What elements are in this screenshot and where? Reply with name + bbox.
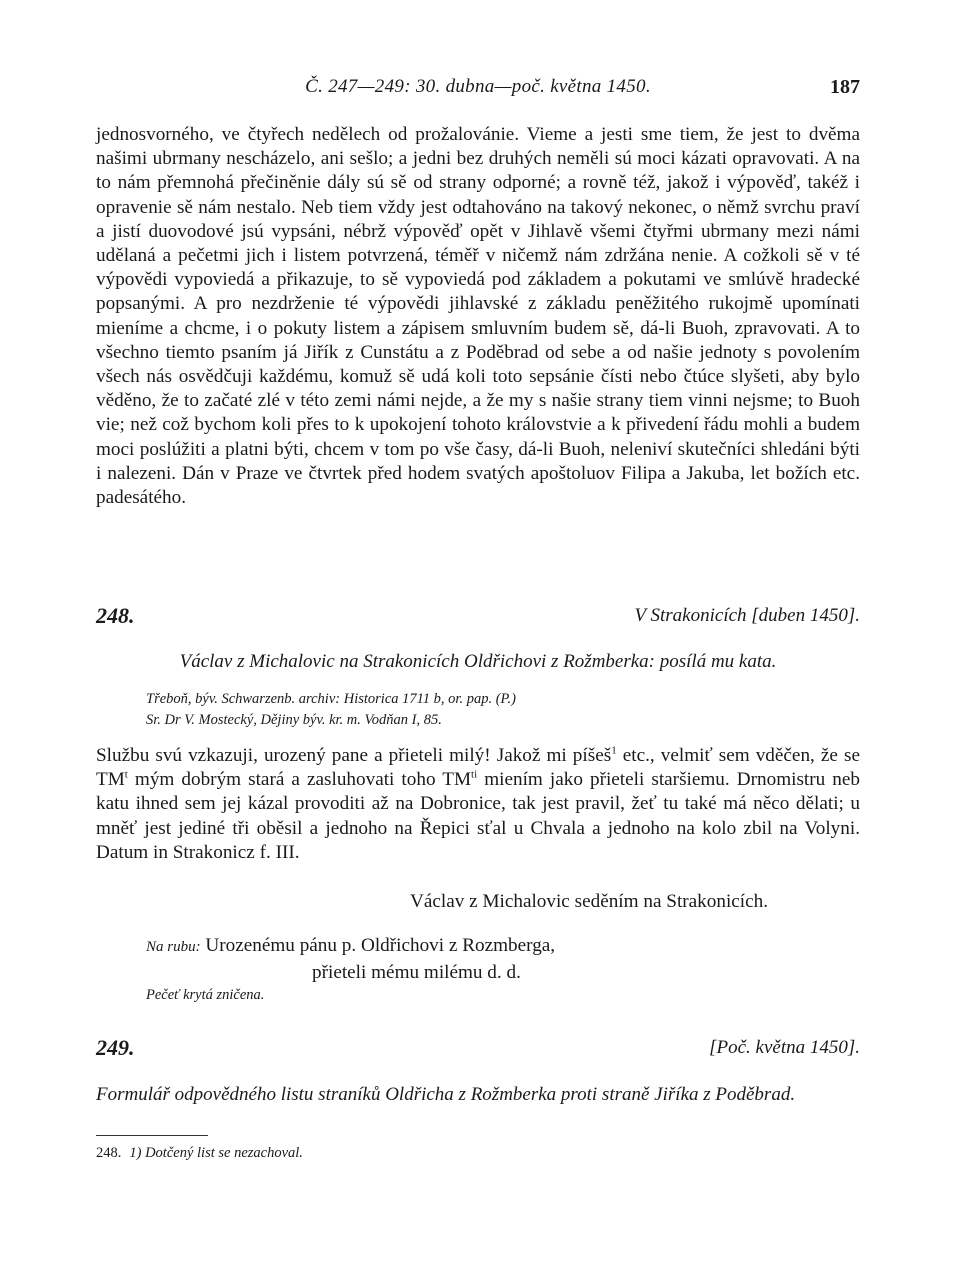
footnote-divider bbox=[96, 1135, 208, 1136]
entry-248-text bbox=[96, 744, 860, 865]
address-line-1: Urozenému pánu p. Oldřichovi z Rozmberga, bbox=[205, 935, 556, 956]
entry-248-source-archive: Třeboň, býv. Schwarzenb. archiv: Historica 1711 b, or. pap. (P.) bbox=[146, 691, 516, 707]
entry-248-address bbox=[146, 933, 846, 986]
running-header bbox=[96, 76, 860, 102]
entry-248-signature: Václav z Michalovic seděním na Strakonicích. bbox=[410, 891, 769, 912]
entry-248-text-part-c: mým dobrým stará a zasluhovati toho TM bbox=[127, 769, 472, 791]
footnote-text: 1) Dotčený list se nezachoval. bbox=[129, 1145, 303, 1161]
continuation-paragraph bbox=[96, 123, 860, 510]
continuation-text: jednosvorného, ve čtyřech nedělech od prožalovánie. Vieme a jesti sme tiem, že jest to dvěma našimi ubrmany nescházelo, ani sešlo; a jedni bez druhých neměli sú moci kázati opravovati. A na to nám přemnohá přečiněnie dály sú sě od strany odporné; a rovně též, jakož i výpověď, takéž i opravenie sě nám nestalo. Neb tiem vždy jest odtahováno na takový nekonec, o němž svrchu praví a jistí duovodové jsú vypsáni, nébrž výpověď opět v Jihlavě všemi čtyřmi ubrmany mezi námi udělaná a pečetmi jich i listem potvrzená, téměř v ničemž nám zdržána nenie. A cožkoli sě v té výpovědi vypoviedá a přikazuje, to sě vypoviedá pod základem a pokutami ve smlúvě hradecké popsanými. A pro nezdrženie té výpovědi jihlavské z základu peněžitého rukojmě upomínati mieníme a chcme, i o pokuty listem a zápisem smluvním budem sě, dá-li Buoh, zpravovati. A to všechno tiemto psaním já Jiřík z Cunstátu a z Poděbrad od sebe a od našie jednoty s povolením všech nás osvědčuji každému, komuž sě udá koli toto sepsánie čísti nebo čtúce slyšeti, aby bylo věděno, že to začaté zlé v této zemi námi nejde, a že my s našie strany tiem vinni nejsme; to Buoh vie; než což bychom koli přes to k upokojení tohoto královstvie a k přivedení řádu mohli a budem moci poslúžiti a platni býti, chcem v tom po vše časy, dá-li Buoh, neleniví skutečníci shledáni býti i nalezeni. Dán v Praze ve čtvrtek před hodem svatých apoštoluov Filipa a Jakuba, let božích etc. padesátého. bbox=[96, 124, 860, 509]
entry-248-place-date: V Strakonicích [duben 1450]. bbox=[634, 605, 860, 626]
entry-249-heading bbox=[96, 1035, 860, 1065]
entry-248-heading bbox=[96, 603, 860, 633]
footnote-ref: 248. bbox=[96, 1145, 122, 1161]
entry-248-seal-note: Pečeť krytá zničena. bbox=[146, 987, 265, 1003]
footnote bbox=[96, 1145, 303, 1162]
entry-248-text-part-a: Službu svú vzkazuji, urozený pane a přieteli milý! Jakož mi píšeš bbox=[96, 745, 612, 766]
page-number: 187 bbox=[830, 76, 860, 98]
running-title: Č. 247—249: 30. dubna—poč. května 1450. bbox=[305, 76, 651, 97]
entry-249-place-date: [Poč. května 1450]. bbox=[709, 1037, 860, 1058]
address-line-2: přieteli mému milému d. d. bbox=[312, 962, 521, 983]
entry-248-number: 248. bbox=[96, 603, 135, 628]
entry-248-text-part-d: miením jako přieteli staršiemu. Drnomistru neb katu ihned sem jej kázal provoditi až na Dobronice, tak jest pravil, žeť tu také má něco dělati; u mněť jest jediné tři oběsil a jednoho na Řepici sťal u Chvala a jednoho na kolo zbil na Volyni. bbox=[96, 769, 860, 839]
superscript-ti: ti bbox=[471, 768, 478, 781]
entry-248-regest: Václav z Michalovic na Strakonicích Oldřichovi z Rožmberka: posílá mu kata. bbox=[179, 651, 777, 672]
address-label: Na rubu: bbox=[146, 939, 201, 955]
superscript-t: t bbox=[124, 768, 128, 781]
entry-249-number: 249. bbox=[96, 1035, 135, 1060]
footnote-mark: 1 bbox=[611, 744, 617, 757]
entry-248-text-part-b: etc., velmiť sem vděčen, že se TM bbox=[96, 745, 860, 791]
entry-249-regest: Formulář odpovědného listu straníků Oldřicha z Rožmberka proti straně Jiříka z Poděbrad. bbox=[96, 1084, 796, 1105]
entry-248-datum: Datum in Strakonicz f. III. bbox=[96, 841, 300, 863]
entry-248-source-literature: Sr. Dr V. Mostecký, Dějiny býv. kr. m. Vodňan I, 85. bbox=[146, 712, 442, 728]
entry-248-sources bbox=[146, 689, 846, 731]
